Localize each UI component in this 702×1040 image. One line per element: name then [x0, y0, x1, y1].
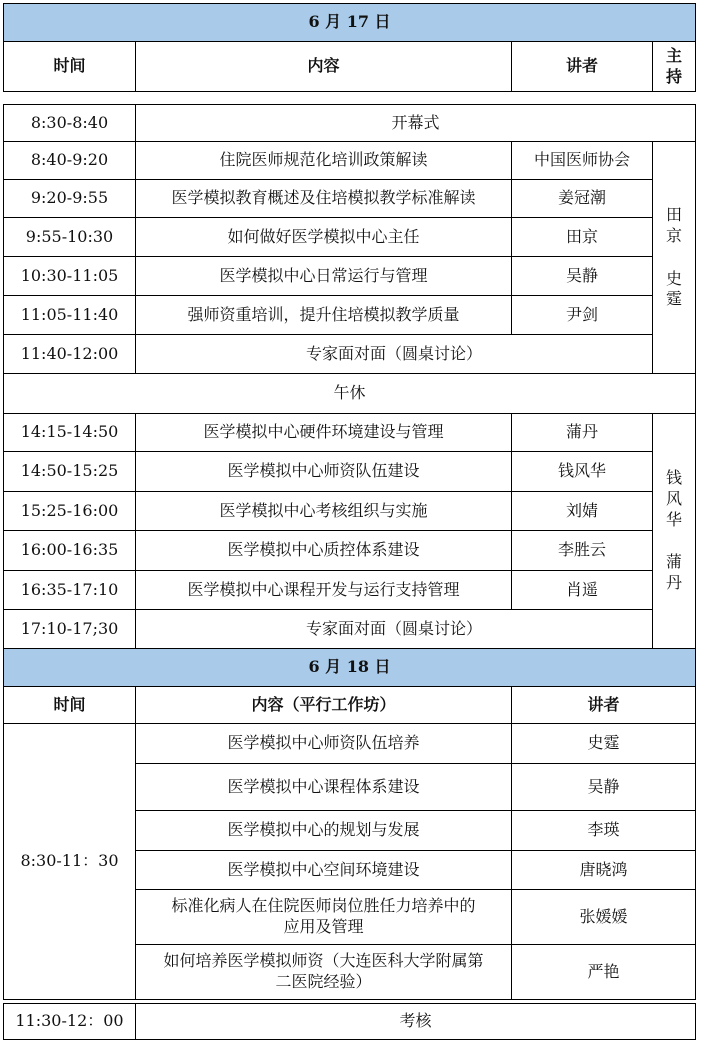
table-row [4, 492, 696, 531]
session-time: 11:40-12:00 [4, 335, 136, 374]
day2-header-time: 时间 [4, 687, 136, 724]
exam-content: 考核 [136, 1004, 696, 1040]
session-speaker: 姜冠潮 [512, 180, 653, 218]
workshop-speaker: 史霆 [512, 724, 696, 764]
session-time: 17:10-17;30 [4, 610, 136, 649]
day1-opening-row [4, 105, 696, 142]
workshop-speaker: 唐晓鸿 [512, 851, 696, 890]
workshop-content: 医学模拟中心课程体系建设 [136, 764, 512, 811]
session-content: 专家面对面（圆桌讨论） [136, 610, 653, 649]
table-row [4, 142, 696, 180]
session-content: 医学模拟中心考核组织与实施 [136, 492, 512, 531]
table-row [4, 571, 696, 610]
workshop-content: 医学模拟中心的规划与发展 [136, 811, 512, 851]
session-time: 9:55-10:30 [4, 218, 136, 257]
session-time: 16:00-16:35 [4, 531, 136, 571]
workshop-speaker: 李瑛 [512, 811, 696, 851]
session-speaker: 李胜云 [512, 531, 653, 571]
table-row [4, 610, 696, 649]
day2-date-banner: 6 月 18 日 [4, 649, 696, 687]
workshop-content: 医学模拟中心空间环境建设 [136, 851, 512, 890]
session-speaker: 中国医师协会 [512, 142, 653, 180]
table-row [4, 296, 696, 335]
session-content: 强师资重培训，提升住培模拟教学质量 [136, 296, 512, 335]
day1-date-banner: 6 月 17 日 [4, 4, 696, 42]
session-content: 开幕式 [136, 105, 696, 142]
session-content: 专家面对面（圆桌讨论） [136, 335, 653, 374]
workshop-content: 医学模拟中心师资队伍培养 [136, 724, 512, 764]
session-time: 8:40-9:20 [4, 142, 136, 180]
workshop-content: 标准化病人在住院医师岗位胜任力培养中的 应用及管理 [136, 890, 512, 945]
session-speaker: 蒲丹 [512, 414, 653, 452]
session-content: 住院医师规范化培训政策解读 [136, 142, 512, 180]
session-time: 14:50-15:25 [4, 452, 136, 492]
session-time: 11:05-11:40 [4, 296, 136, 335]
session-speaker: 田京 [512, 218, 653, 257]
session-content: 医学模拟教育概述及住培模拟教学标准解读 [136, 180, 512, 218]
table-row [4, 414, 696, 452]
session-time: 16:35-17:10 [4, 571, 136, 610]
morning-hosts: 田 京 史 霆 [653, 142, 696, 374]
session-time: 14:15-14:50 [4, 414, 136, 452]
session-content: 医学模拟中心质控体系建设 [136, 531, 512, 571]
table-row [4, 531, 696, 571]
workshop-time: 8:30-11：30 [4, 724, 136, 1000]
day1-header-time: 时间 [4, 42, 136, 92]
day1-header-host: 主 持 [653, 42, 696, 92]
lunch-break: 午休 [4, 374, 696, 414]
session-speaker: 刘婧 [512, 492, 653, 531]
afternoon-hosts: 钱 风 华 蒲 丹 [653, 414, 696, 649]
table-row [4, 180, 696, 218]
session-speaker: 吴静 [512, 257, 653, 296]
table-row [4, 218, 696, 257]
exam-time: 11:30-12：00 [4, 1004, 136, 1040]
exam-row [4, 1004, 696, 1040]
workshop-speaker: 吴静 [512, 764, 696, 811]
day2-header-content: 内容（平行工作坊） [136, 687, 512, 724]
day2-header-speaker: 讲者 [512, 687, 696, 724]
session-speaker: 肖遥 [512, 571, 653, 610]
table-row [4, 257, 696, 296]
workshop-content: 如何培养医学模拟师资（大连医科大学附属第 二医院经验） [136, 945, 512, 1000]
workshop-speaker: 张媛媛 [512, 890, 696, 945]
table-row [4, 335, 696, 374]
session-content: 医学模拟中心课程开发与运行支持管理 [136, 571, 512, 610]
table-row [4, 452, 696, 492]
session-time: 10:30-11:05 [4, 257, 136, 296]
session-speaker: 钱风华 [512, 452, 653, 492]
workshop-speaker: 严艳 [512, 945, 696, 1000]
session-time: 8:30-8:40 [4, 105, 136, 142]
table-row [4, 724, 696, 764]
session-time: 9:20-9:55 [4, 180, 136, 218]
session-content: 医学模拟中心师资队伍建设 [136, 452, 512, 492]
session-content: 医学模拟中心硬件环境建设与管理 [136, 414, 512, 452]
schedule-table [3, 3, 696, 1040]
session-content: 医学模拟中心日常运行与管理 [136, 257, 512, 296]
session-time: 15:25-16:00 [4, 492, 136, 531]
day1-header-content: 内容 [136, 42, 512, 92]
session-speaker: 尹剑 [512, 296, 653, 335]
session-content: 如何做好医学模拟中心主任 [136, 218, 512, 257]
day1-header-speaker: 讲者 [512, 42, 653, 92]
